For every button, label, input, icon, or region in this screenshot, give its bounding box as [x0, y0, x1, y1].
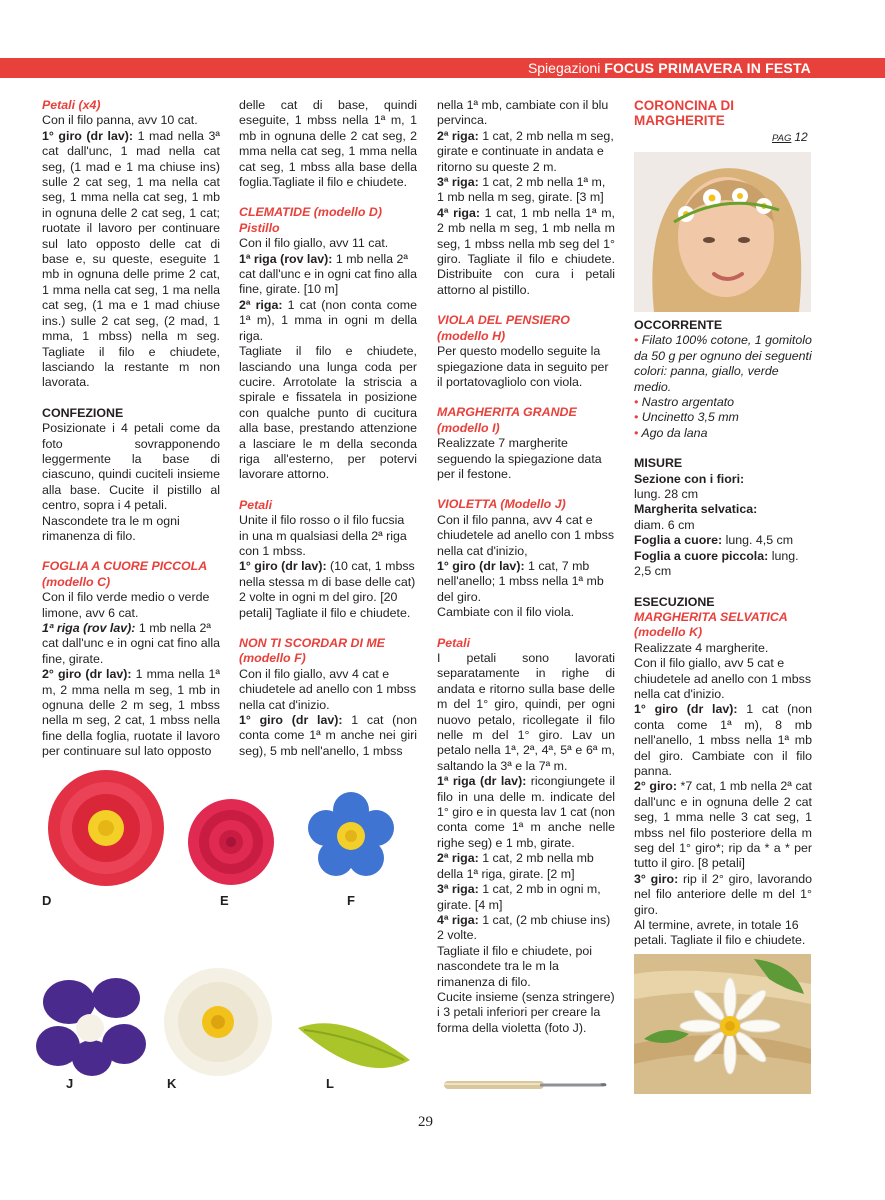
text: Con il filo giallo, avv 11 cat.: [239, 236, 389, 251]
paragraph: 3ª riga: 1 cat, 2 mb in ogni m, girate. [4 m]: [437, 882, 601, 912]
header-prefix: Spiegazioni: [527, 60, 601, 76]
column-1: [42, 98, 220, 760]
section-title-clematide: CLEMATIDE (modello D): [239, 205, 382, 220]
list-item: • Nastro argentato: [634, 395, 735, 410]
paragraph: Al termine, avrete, in totale 16 petali. Tagliate il filo e chiudete.: [634, 918, 806, 948]
subsection-title-petali: Petali: [239, 497, 273, 512]
paragraph: Con il filo giallo, avv 4 cat e chiudetele ad anello con 1 mbss nella cat d'inizio.: [239, 666, 417, 712]
paragraph: 3ª riga: 1 cat, 2 mb nella 1ª m, 1 mb nella m seg, girate. [3 m]: [437, 175, 606, 205]
paragraph: Unite il filo rosso o il filo fucsia in una m qualsiasi della 2ª riga con 1 mbss.: [239, 513, 407, 558]
section-title-esecuzione: ESECUZIONE: [634, 594, 715, 609]
figure-label-l: L: [326, 1076, 334, 1091]
section-title-nonti: NON TI SCORDAR DI ME (modello F): [239, 636, 385, 666]
paragraph: Cucite insieme (senza stringere) i 3 petali inferiori per creare la forma della violetta (foto J).: [437, 989, 615, 1035]
list-item: • Filato 100% cotone, 1 gomitolo da 50 g per ognuno dei seguenti colori: panna, giallo, verde medio.: [634, 333, 812, 394]
header-band: [0, 58, 885, 78]
header-title: [528, 60, 811, 76]
text: Con il filo verde medio o verde limone, avv 6 cat.: [42, 590, 210, 620]
paragraph: Realizzate 7 margherite seguendo la spiegazione data per il festone.: [437, 436, 602, 481]
figure-label-e: E: [220, 893, 229, 908]
paragraph: 2ª riga: 1 cat (non conta come 1ª m), 1 mma in ogni m della riga.: [239, 297, 417, 343]
list-item: • Uncinetto 3,5 mm: [634, 410, 739, 425]
clematide-photo: [40, 768, 172, 888]
text: Cambiate con il filo viola.: [437, 605, 575, 620]
paragraph: Tagliate il filo e chiudete, lasciando una lunga coda per cucire. Arrotolate la striscia a spirale e fissatela in posizione con qualche punto di cucitura alla base, prestando attenzione a lasciare le m della seconda riga all'esterno, per potervi lavorare attorno.: [239, 344, 417, 482]
section-title-margherita: MARGHERITA GRANDE (modello I): [437, 405, 577, 435]
value: diam. 6 cm: [634, 517, 695, 532]
project-title: CORONCINA DI MARGHERITE: [634, 98, 734, 128]
measure: Foglia a cuore: lung. 4,5 cm: [634, 533, 794, 548]
paragraph: Nascondete tra le m ogni rimanenza di filo.: [42, 513, 180, 543]
daisy-hair-photo: [634, 954, 811, 1094]
page-reference: PAG 12: [772, 130, 808, 144]
section-title-occorrente: OCCORRENTE: [634, 318, 723, 332]
paragraph: 4ª riga: 1 cat, (2 mb chiuse ins) 2 volte.: [437, 912, 611, 943]
value: lung. 28 cm: [634, 487, 699, 502]
paragraph: 1ª riga (dr lav): ricongiungete il filo in una delle m. indicate del 1° giro e in questa lav 1 cat (non conta come 1ª m anche nelle righe seg) e 1 mb, girate.: [437, 774, 615, 850]
paragraph: Tagliate il filo e chiudete, poi nascondete tra le m la rimanenza di filo.: [437, 943, 592, 989]
paragraph: Per questo modello seguite la spiegazione data in seguito per il portatovagliolo con viola.: [437, 344, 609, 389]
paragraph: 1° giro (dr lav): (10 cat, 1 mbss nella stessa m di base delle cat) 2 volte in ogni m del giro. [20 petali] Tagliate il filo e chiudete.: [239, 559, 416, 620]
paragraph: 2° giro: *7 cat, 1 mb nella 2ª cat dall'unc e in ognuna delle 2 cat seg, 1 mma nelle 3 cat seg, 1 mbss nel filo posteriore della m seg del 1° giro*; rip da * a * per tutto il giro. [8 petali]: [634, 779, 812, 871]
paragraph: 2ª riga: 1 cat, 2 mb nella m seg, girate e continuate in andata e ritorno su queste 2 m.: [437, 128, 614, 174]
section-title-viola: VIOLA DEL PENSIERO (modello H): [437, 313, 570, 343]
figure-label-j: J: [66, 1076, 74, 1091]
section-title-violetta: VIOLETTA (Modello J): [437, 497, 566, 512]
section-title-margherita-selvatica: MARGHERITA SELVATICA (modello K): [634, 609, 788, 640]
subsection-title-pistillo: Pistillo: [239, 220, 280, 235]
section-title-foglia: FOGLIA A CUORE PICCOLA (modello C): [42, 559, 207, 589]
crochet-hook-photo: [440, 1074, 612, 1096]
list-item: • Ago da lana: [634, 425, 708, 440]
paragraph: 2° giro (dr lav): 1 mma nella 1ª m, 2 mma nella m seg, 1 mb in ognuna delle 2 m seg, 1 mbss nella m seg, 2 cat, 1 mbss nella fine della foglia, ruotate il lavoro per continuare sul lato opposto: [42, 667, 220, 759]
paragraph: 4ª riga: 1 cat, 1 mb nella 1ª m, 2 mb nella m seg, 1 mb nella m seg, 1 mbss nella mb seg del 1° giro. Tagliate il filo e chiudete. Distribuite con cura i petali attorno al pistillo.: [437, 205, 616, 297]
rose-spiral-photo: [186, 797, 276, 887]
column-2: [239, 98, 417, 759]
paragraph: 1° giro (dr lav): 1 mad nella 3ª cat dall'unc, 1 mad nella cat seg, (1 mad e 1 ma chiuse ins) sulle 2 cat seg, 1 ma nella cat seg, 1 mma nella cat seg, 1 mb in ognuna delle 2 cat seg, 1 cat; ruotate il lavoro per continuare sul lato opposto delle cat di base e, su queste, eseguite 1 mb in ognuna delle prime 2 cat, 1 mma nella cat seg, 1 ma nella cat seg, (1 ma e 1 mad chiuse ins.) sulle 2 cat seg, (2 mad, 1 mma, 1 mbss) nella m seg. Tagliate il filo e chiudete, lasciando la restante m non lavorata.: [42, 128, 220, 390]
section-title-confezione: CONFEZIONE: [42, 405, 124, 420]
figure-label-k: K: [167, 1076, 177, 1091]
page-number: 29: [418, 1114, 433, 1130]
paragraph: 1ª riga (rov lav): 1 mb nella 2ª cat dall'unc e in ogni cat fino alla fine, girate. [10 m]: [239, 251, 418, 297]
paragraph: 2ª riga: 1 cat, 2 mb nella mb della 1ª riga, girate. [2 m]: [437, 851, 594, 881]
paragraph: 1° giro (dr lav): 1 cat (non conta come 1ª m), 8 mb nell'anello, 1 mbss nella 1ª mb del giro. Cambiate con il filo panna.: [634, 702, 812, 778]
measure: Foglia a cuore piccola: lung. 2,5 cm: [634, 548, 799, 579]
section-title-misure: MISURE: [634, 456, 683, 471]
figure-label-d: D: [42, 893, 52, 908]
paragraph: 1ª riga (rov lav): 1 mb nella 2ª cat dall'unc e in ogni cat fino alla fine, girate.: [42, 621, 221, 666]
label: Sezione con i fiori:: [634, 471, 745, 486]
paragraph: delle cat di base, quindi eseguite, 1 mbss nella 1ª m, 1 mb in ognuna delle 2 cat seg, 2 mma nella cat seg, 1 mma nella cat seg, 1 mbss alla base della foglia.Tagliate il filo e chiudete.: [239, 98, 417, 190]
paragraph: Con il filo giallo, avv 5 cat e chiudetele ad anello con 1 mbss nella cat d'inizio.: [634, 656, 812, 701]
leaf-photo: [294, 1014, 414, 1080]
text: Realizzate 4 margherite.: [634, 640, 769, 655]
column-3: [437, 98, 615, 1036]
subsection-title-petali: Petali: [437, 635, 471, 650]
paragraph: I petali sono lavorati separatamente in righe di andata e ritorno sulla base delle m del 1° giro, quindi, per ogni nuovo petalo, ricollegate il filo nelle m del 1° giro. Lav un petalo nella 1ª, 2ª, 4ª, 5ª e 6ª m, saltando la 3ª e la 7ª m.: [437, 651, 615, 773]
paragraph: 3° giro: rip il 2° giro, lavorando nel filo anteriore delle m del 1° giro.: [634, 871, 812, 917]
section-title-petali: Petali (x4): [42, 98, 101, 112]
daisy-crown-photo: [634, 152, 811, 312]
column-4-body: [634, 318, 812, 949]
figure-label-f: F: [347, 893, 355, 908]
header-main: FOCUS PRIMAVERA IN FESTA: [604, 60, 811, 76]
paragraph: Posizionate i 4 petali come da foto sovrapponendo leggermente la base di ciascuno, quindi cuciteli insieme alla base. Cucite il pistillo al centro, sopra i 4 petali.: [42, 421, 220, 513]
daisy-photo: [162, 966, 274, 1078]
paragraph: nella 1ª mb, cambiate con il blu pervinca.: [437, 98, 609, 128]
forget-me-not-photo: [306, 790, 396, 880]
text: Con il filo panna, avv 10 cat.: [42, 113, 198, 128]
paragraph: Con il filo panna, avv 4 cat e chiudetele ad anello con 1 mbss nella cat d'inizio,: [437, 512, 615, 558]
violet-photo: [34, 974, 148, 1078]
paragraph: 1° giro (dr lav): 1 cat (non conta come 1ª m anche nei giri seg), 5 mb nell'anello, 1 mbss: [239, 713, 417, 758]
label: Margherita selvatica:: [634, 502, 758, 517]
paragraph: 1° giro (dr lav): 1 cat, 7 mb nell'anello; 1 mbss nella 1ª mb del giro.: [437, 558, 604, 604]
column-4: [634, 98, 812, 128]
